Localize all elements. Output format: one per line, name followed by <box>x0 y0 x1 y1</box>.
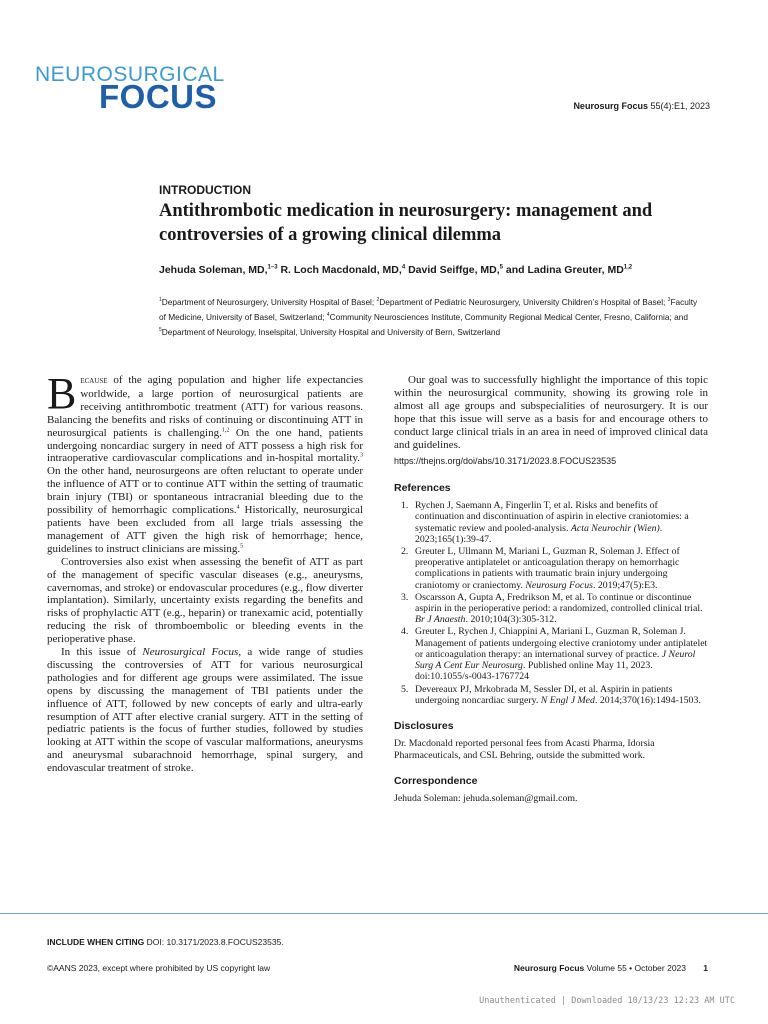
journal-logo-top: NEUROSURGICAL <box>35 63 225 86</box>
affiliation-mark: 1 <box>159 297 162 303</box>
author-affiliation-mark: 1,2 <box>623 264 633 271</box>
reference-item <box>394 500 708 545</box>
affiliation: Department of Pediatric Neurosurgery, University Children’s Hospital of Basel; <box>379 296 668 307</box>
citation-mark: 5 <box>240 543 244 550</box>
affiliation: Community Neurosciences Institute, Community Regional Medical Center, Fresno, California; and <box>329 311 688 322</box>
affiliation: Department of Neurosurgery, University Hospital of Basel; <box>161 296 377 307</box>
reference-text: Oscarsson A, Gupta A, Fredrikson M, et al. To continue or discontinue aspirin in the perioperative period: a randomized, controlled clinical trial. <box>415 591 703 615</box>
body-text: In this issue of <box>61 646 143 659</box>
reference-tail: . 2023;165(1):39-47. <box>415 522 663 545</box>
reference-text: Rychen J, Saemann A, Fingerlin T, et al. Risks and benefits of continuation and discontinuation of aspirin in elective craniotomies: a systematic review and pooled-analysis. <box>415 500 689 534</box>
section-label: INTRODUCTION <box>159 183 251 197</box>
affiliations <box>159 294 699 338</box>
footer-journal-name: Neurosurg Focus <box>513 963 585 973</box>
citation-mark: 4 <box>236 504 240 511</box>
body-paragraph: Our goal was to successfully highlight the importance of this topic within the neurosurgical community, showing its growing role in almost all age groups and subspecialities of neurosurgery. It is our hope that this issue will serve as a basis for and encourage others to conduct large clinical trials in an area in need of improved clinical data and guidelines. <box>394 374 708 451</box>
body-column-left <box>47 369 363 775</box>
reference-number: 4. <box>401 626 409 638</box>
affiliation-mark: 4 <box>326 311 330 318</box>
correspondence-heading: Correspondence <box>394 775 478 788</box>
body-text: of the aging population and higher life expectancies worldwide, a large portion of neurosurgical patients are receiving antithrombotic treatment (ATT) for various reasons. Balancing the benefits and risks of continuing or discontinuing ATT in neurosurgical patients is challenging. <box>47 374 363 439</box>
reference-text: Greuter L, Ullmann M, Mariani L, Guzman R, Soleman J. Effect of preoperative antiplatelet or anticoagulation therapy on hemorrhagic complications in patients with traumatic brain injury undergoing craniotomy or craniectomy. <box>415 546 680 591</box>
reference-item <box>394 626 708 682</box>
footer-volume: Volume 55 • October 2023 <box>584 963 686 973</box>
include-when-citing <box>47 937 284 947</box>
reference-journal: N Engl J Med <box>540 694 595 706</box>
reference-item <box>394 546 708 591</box>
reference-item <box>394 592 708 626</box>
body-paragraph: Controversies also exist when assessing the benefit of ATT as part of the management of specific vascular diseases (e.g., aneurysms, cavernomas, and stroke) or endovascular procedures (e.g., flow diverter implantation). Similarly, uncertainty exists regarding the benefits and risks of prophylactic ATT (e.g., heparin) or tranexamic acid, potentially reducing the risk of thromboembolic or bleeding events in the perioperative phase. <box>47 555 363 646</box>
header-citation <box>573 101 710 111</box>
affiliation: Faculty of Medicine, University of Basel, Switzerland; <box>159 296 698 322</box>
citation-mark: 3 <box>360 452 363 459</box>
reference-number: 1. <box>401 500 409 512</box>
reference-number: 2. <box>401 546 409 558</box>
reference-journal: Br J Anaesth <box>415 614 466 626</box>
affiliation: Department of Neurology, Inselspital, University Hospital and University of Bern, Switzerland <box>161 326 501 337</box>
article-title: Antithrombotic medication in neurosurgery: management and controversies of a growing clinical dilemma <box>159 201 653 245</box>
include-doi: DOI: 10.3171/2023.8.FOCUS23535. <box>144 937 284 947</box>
body-paragraph <box>47 646 363 775</box>
author-name: R. Loch Macdonald, MD, <box>277 264 402 276</box>
author-affiliation-mark: 4 <box>401 264 406 271</box>
drop-cap: B <box>47 369 77 418</box>
reference-tail: . 2014;370(16):1494-1503. <box>594 694 701 706</box>
reference-text: Greuter L, Rychen J, Chiappini A, Mariani L, Guzman R, Soleman J. Management of patients undergoing elective craniotomy under antiplatelet or anticoagulation therapy: an international survey of practice. <box>415 626 708 660</box>
author-affiliation-mark: 1–3 <box>267 264 278 271</box>
reference-number: 5. <box>401 683 409 695</box>
journal-logo-bottom: FOCUS <box>99 78 217 115</box>
body-paragraph <box>47 369 363 556</box>
body-text: , a wide range of studies discussing the controversies of ATT for various neurosurgical pathologies and for different age groups were assimilated. The issue opens by discussing the management of TBI patients under the influence of ATT, followed by new concepts of early and ultra-early resumption of ATT after elective cranial surgery. ATT in the setting of pediatric patients is the focus of further studies, followed by studies looking at ATT within the scope of vascular malformations, aneurysms and aneurysmal subarachnoid hemorrhage, spinal surgery, and endovascular treatment of stroke. <box>47 646 363 775</box>
affiliation-mark: 2 <box>376 297 380 303</box>
download-watermark: Unauthenticated | Downloaded 10/13/23 12:23 AM UTC <box>479 996 735 1006</box>
affiliation-mark: 3 <box>667 297 671 303</box>
footer-divider <box>0 913 768 914</box>
reference-journal: Neurosurg Focus <box>525 579 593 591</box>
reference-tail: . 2010;104(3):305-312. <box>465 614 557 626</box>
include-label: INCLUDE WHEN CITING <box>47 937 145 947</box>
reference-journal: J Neurol Surg A Cent Eur Neurosurg <box>415 648 696 672</box>
author-list <box>159 264 632 276</box>
disclosures-heading: Disclosures <box>394 719 454 732</box>
reference-text: Devereaux PJ, Mrkobrada M, Sessler DI, et al. Aspirin in patients undergoing noncardiac surgery. <box>415 683 673 706</box>
reference-tail: . 2019;47(5):E3. <box>592 579 658 591</box>
affiliation-mark: 5 <box>159 326 162 333</box>
header-citation-journal: Neurosurg Focus <box>573 101 648 111</box>
reference-item <box>394 684 708 706</box>
correspondence-text: Jehuda Soleman: jehuda.soleman@gmail.com. <box>394 793 578 805</box>
body-text: On the other hand, neurosurgeons are often reluctant to operate under the influence of ATT or to continue ATT within the setting of traumatic brain injury (TBI) or spontaneous intracranial bleeding due to the possibility of hemorrhagic complications. <box>47 465 363 517</box>
header-citation-details: 55(4):E1, 2023 <box>647 101 710 111</box>
footer-citation <box>514 963 686 973</box>
reference-tail: . Published online May 11, 2023. doi:10.1055/s-0043-1767724 <box>415 660 653 683</box>
author-name: and Ladina Greuter, MD <box>503 264 624 276</box>
body-text: On the one hand, patients undergoing noncardiac surgery in need of ATT possess a high risk for intraoperative cardiovascular complications and in-hospital mortality. <box>47 426 363 465</box>
body-text: Historically, neurosurgical patients have been excluded from all large trials assessing the management of ATT given the high risk of hemorrhage; hence, guidelines to instruct clinicians are missing. <box>47 504 363 555</box>
body-column-right <box>394 374 708 805</box>
author-name: David Seiffge, MD, <box>405 264 500 276</box>
disclosures-text: Dr. Macdonald reported personal fees from Acasti Pharma, Idorsia Pharmaceuticals, and CSL Behring, outside the submitted work. <box>394 737 655 761</box>
lead-in-smallcaps: ecause <box>80 375 108 386</box>
citation-mark: 1,2 <box>221 426 230 433</box>
page-number: 1 <box>703 963 708 973</box>
copyright-notice: ©AANS 2023, except where prohibited by US copyright law <box>47 963 271 973</box>
doi-link[interactable]: https://thejns.org/doi/abs/10.3171/2023.8.FOCUS23535 <box>394 456 617 467</box>
author-affiliation-mark: 5 <box>499 264 504 271</box>
references-list <box>394 500 708 706</box>
author-name: Jehuda Soleman, MD, <box>159 264 268 276</box>
reference-number: 3. <box>401 591 409 603</box>
journal-name: Neurosurgical Focus <box>142 646 239 659</box>
reference-journal: Acta Neurochir (Wien) <box>570 522 660 534</box>
references-heading: References <box>394 482 451 495</box>
